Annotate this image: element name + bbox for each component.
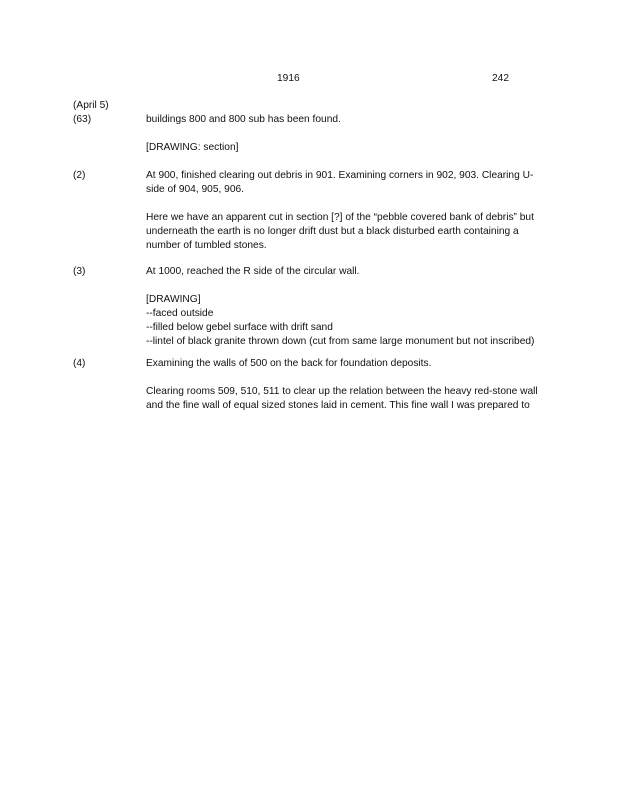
entry-paragraph: At 900, finished clearing out debris in 901. Examining corners in 902, 903. Clearing U-side of 904, 905, 906. bbox=[146, 170, 534, 195]
entry-paragraph: Clearing rooms 509, 510, 511 to clear up the relation between the heavy red-stone wall and the fine wall of equal sized stones laid in cement. This fine wall I was prepared to bbox=[146, 386, 538, 411]
entry-paragraph: buildings 800 and 800 sub has been found. bbox=[146, 114, 341, 125]
entry-body bbox=[146, 113, 546, 155]
drawing-note: --lintel of black granite thrown down (cut from same large monument but not inscribed) bbox=[146, 336, 535, 347]
drawing-note: [DRAWING: section] bbox=[146, 142, 239, 153]
entry-body bbox=[146, 265, 546, 349]
entry-number: (63) bbox=[73, 114, 92, 125]
drawing-note: --faced outside bbox=[146, 308, 214, 319]
entry-number: (3) bbox=[73, 266, 86, 277]
drawing-note: --filled below gebel surface with drift sand bbox=[146, 322, 333, 333]
drawing-note: [DRAWING] bbox=[146, 294, 201, 305]
entry-63 bbox=[73, 113, 553, 155]
entry-number: (2) bbox=[73, 170, 86, 181]
entry-4 bbox=[73, 357, 553, 413]
entry-body bbox=[146, 169, 546, 253]
header-year: 1916 bbox=[277, 73, 300, 84]
entry-paragraph: At 1000, reached the R side of the circular wall. bbox=[146, 266, 360, 277]
entry-body bbox=[146, 357, 546, 413]
entry-paragraph: Here we have an apparent cut in section [?] of the “pebble covered bank of debris” but underneath the earth is no longer drift dust but a black disturbed earth containing a number of tumbled stones. bbox=[146, 212, 534, 251]
entry-number: (4) bbox=[73, 358, 86, 369]
entry-2 bbox=[73, 169, 553, 253]
entry-paragraph: Examining the walls of 500 on the back for foundation deposits. bbox=[146, 358, 432, 369]
entry-date: (April 5) bbox=[73, 100, 109, 111]
entry-3 bbox=[73, 265, 553, 349]
drawing-notes bbox=[146, 293, 546, 349]
header-page-number: 242 bbox=[492, 73, 509, 84]
